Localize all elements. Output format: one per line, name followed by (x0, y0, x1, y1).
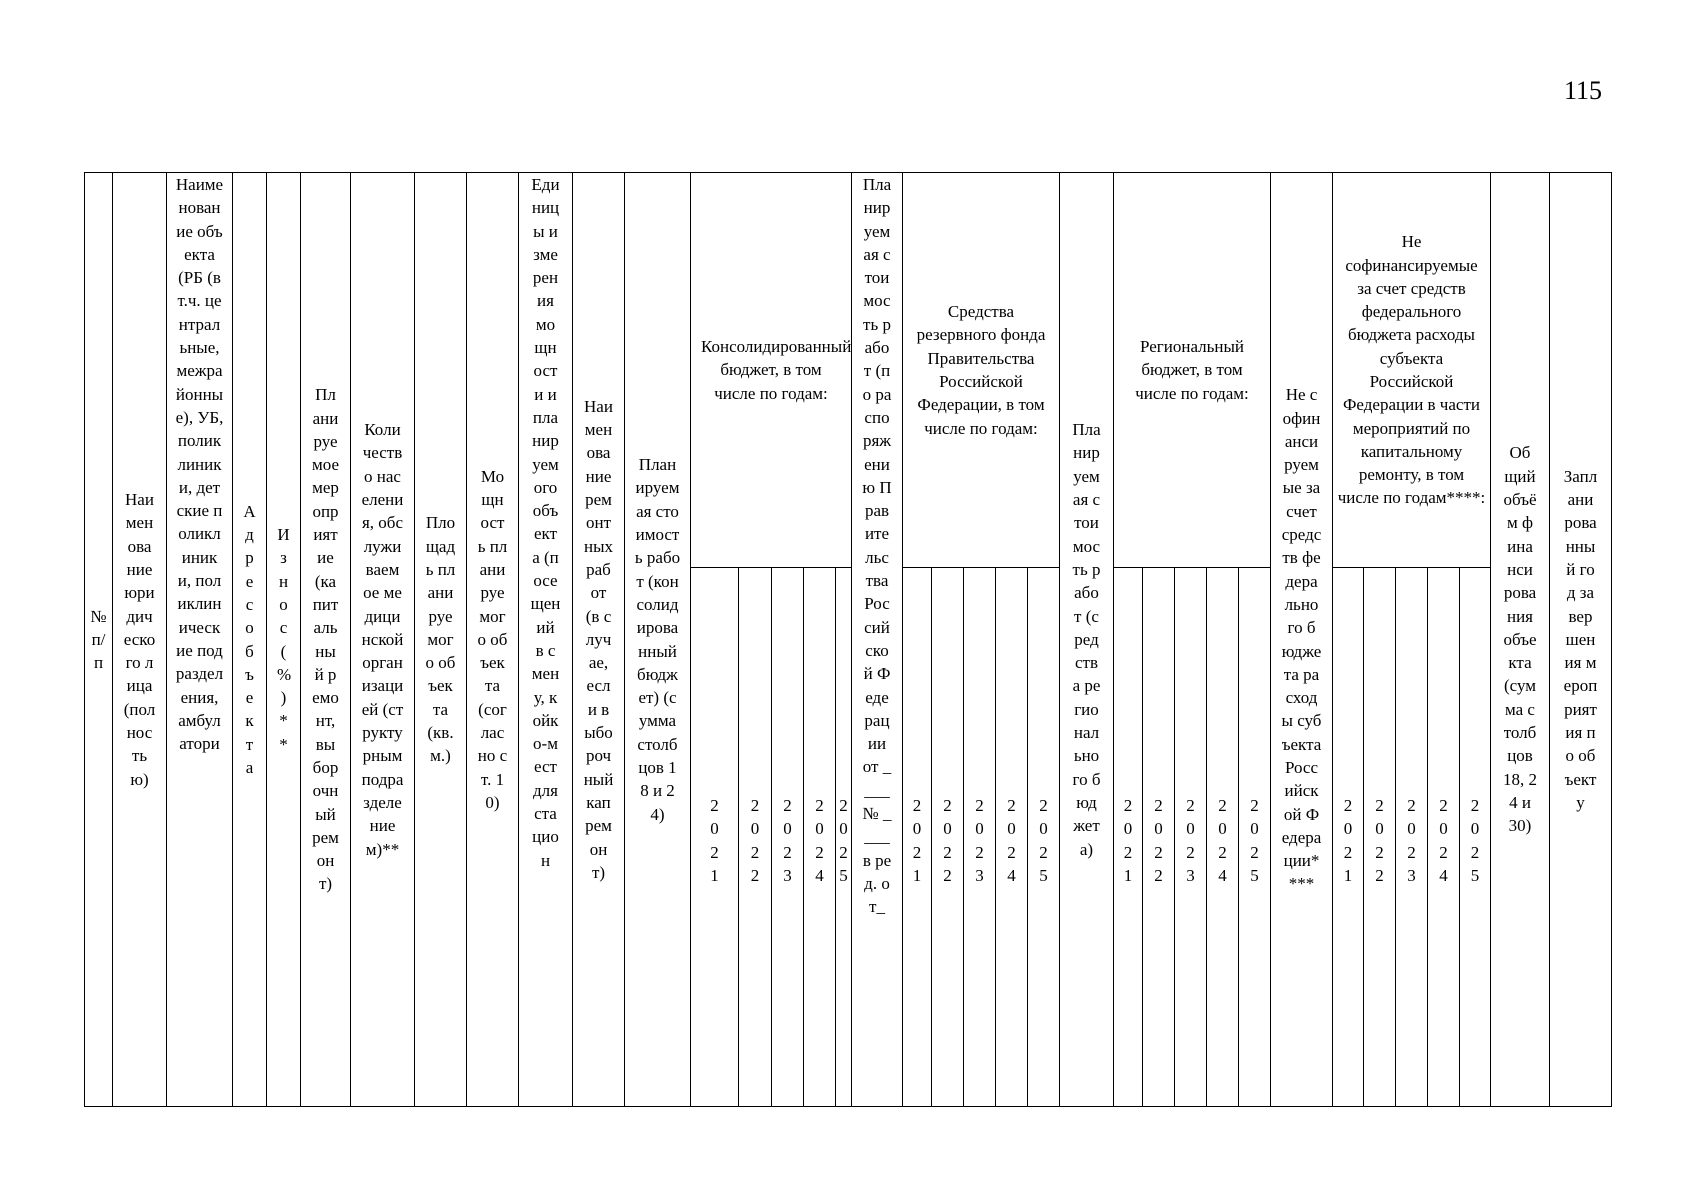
year-2022-reserve: 2022 (943, 796, 952, 885)
col-consolidated-cost-header: Планируемая стоимость работ (консолидированный бюджет) (сумма столбцов 18 и 24) (634, 455, 681, 824)
group-reserve-fund-header: Средства резервного фонда Правительства Российской Федерации, в том числе по годам: (916, 302, 1046, 438)
year-2023-non-cofinanced: 2023 (1407, 796, 1416, 885)
year-2024-regional: 2024 (1218, 796, 1227, 885)
year-2024-consolidated: 2024 (815, 796, 824, 885)
col-number-header: № п/п (90, 606, 107, 673)
group-consolidated-header: Консолидированный бюджет, в том числе по годам: (701, 337, 851, 403)
year-2022-regional: 2022 (1154, 796, 1163, 885)
year-2022-non-cofinanced: 2022 (1375, 796, 1384, 885)
year-2025-regional: 2025 (1250, 796, 1259, 885)
year-2021-reserve: 2021 (912, 796, 922, 885)
col-repair-works-header: Наименование ремонтных работ (в случае, если выборочный капремонт) (583, 396, 614, 882)
year-2024-reserve: 2024 (1007, 796, 1016, 885)
col-total-financing-header: Общий объём финансирования объекта (сумма столбцов 18, 24 и 30) (1503, 443, 1537, 836)
col-address-header: Адрес объекта (243, 501, 256, 777)
year-2023-consolidated: 2023 (783, 796, 792, 885)
year-2025-consolidated: 2025 (839, 796, 848, 885)
year-2024-non-cofinanced: 2024 (1439, 796, 1448, 885)
year-2023-regional: 2023 (1186, 796, 1195, 885)
group-regional-header: Региональный бюджет, в том числе по годам: (1135, 337, 1249, 403)
col-area-header: Площадь планируемого объекта (кв.м.) (425, 513, 456, 766)
col-capacity-header: Мощность планируемого объекта (согласно ст. 10) (477, 466, 508, 812)
col-legal-entity-header: Наименование юридического лица (полностью) (123, 490, 156, 789)
year-2021-non-cofinanced: 2021 (1343, 796, 1353, 885)
year-2025-non-cofinanced: 2025 (1470, 796, 1480, 885)
page-number: 115 (1563, 76, 1602, 105)
year-2025-reserve: 2025 (1039, 796, 1048, 885)
col-non-cofinanced-header: Не софинансируемые за счет средств федерального бюджета расходы субъекта Российской Федерации**** (1281, 385, 1322, 894)
col-federal-cost-header: Планируемая стоимость работ (по распоряжению Правительства Российской Федерации от ____ № ____ в ред. от_ (862, 175, 892, 917)
table (84, 172, 1612, 1107)
col-completion-year-header: Запланированный год завершения мероприятия по объекту (1563, 466, 1598, 812)
year-2021-consolidated: 2021 (710, 796, 719, 885)
col-object-name-header: Наименование объекта (РБ (в т.ч. центральные, межрайонные), УБ, поликлиники, детские поликлиники, поликлинические подразделения, амбулатори (175, 175, 224, 754)
col-planned-measure-header: Планируемое мероприятие (капитальный ремонт, выборочный ремонт) (311, 385, 339, 894)
col-population-header: Количество населения, обслуживаемое медицинской организацией (структурным подразделением)** (361, 420, 404, 859)
year-2023-reserve: 2023 (975, 796, 984, 885)
year-2022-consolidated: 2022 (750, 796, 760, 885)
group-non-cofinanced-header: Не софинансируемые за счет средств федерального бюджета расходы субъекта Российской Федерации в части мероприятий по капитальному ремонту, в том числе по годам****: (1337, 232, 1486, 508)
col-regional-cost-header: Планируемая стоимость работ (средства регионального бюджета) (1072, 420, 1101, 859)
col-capacity-units-header: Единицы измерения мощности и планируемого объекта (посещений в смену, койко-мест для стацион (530, 175, 561, 870)
year-2021-regional: 2021 (1123, 796, 1133, 885)
col-wear-header: Износ (%)** (277, 525, 292, 754)
